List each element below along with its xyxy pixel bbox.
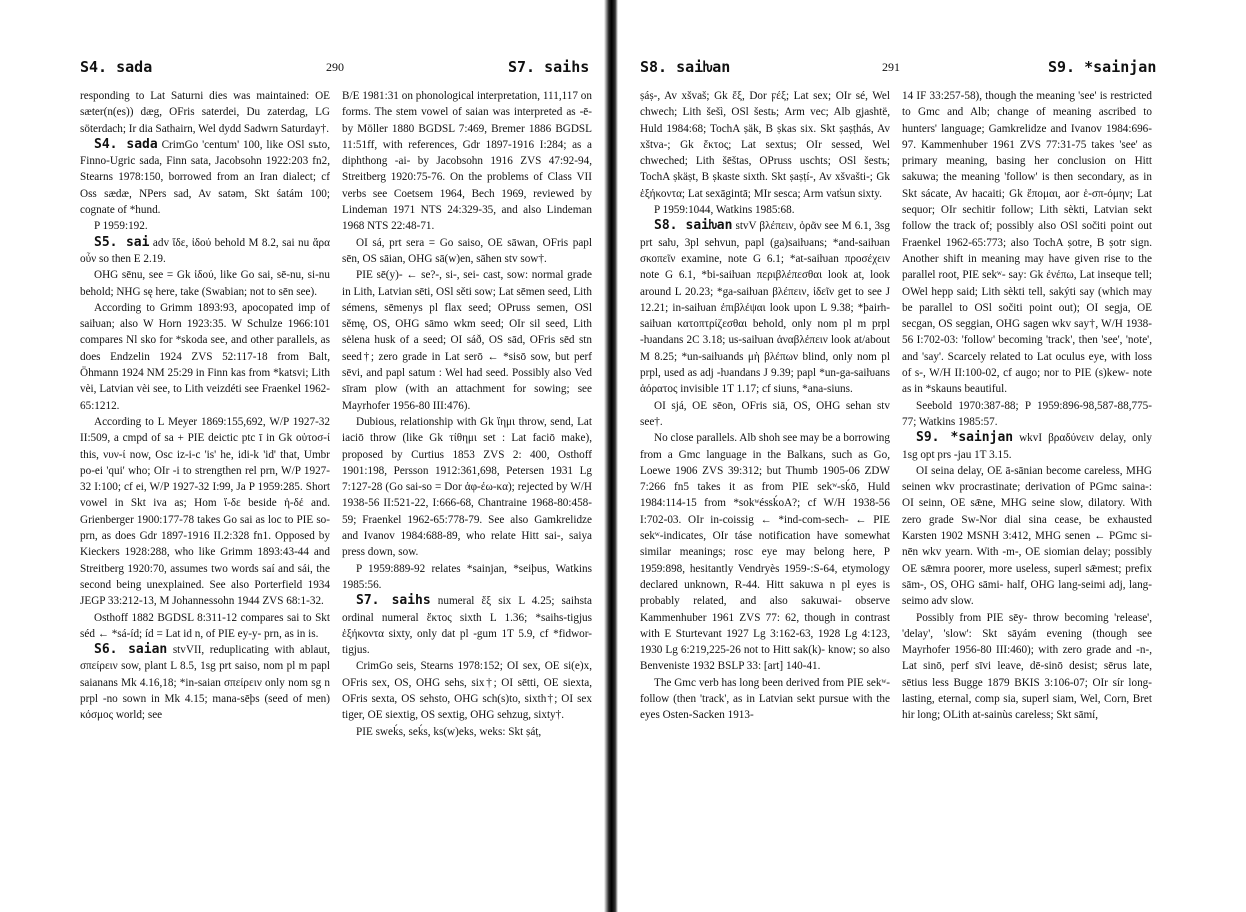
text-paragraph <box>902 88 1152 398</box>
entry-headword: S8. saiƕan <box>654 218 733 234</box>
paragraph-text: Dubious, relationship with Gk ἵημι throw, send, Lat iaciō throw (like Gk τίθημι set : Lat faciō make), proposed by Curtius 1853 ZVS 2: 400, Osthoff 1901:198, Persson 1912:361,698, Petersen 1931 Lg 7:127-28 (Go sai-so = Dor ἀφ-έω-κα); rejected by W/H 1938-56 II:521-22, I:666-68, Chantraine 1968-80:458-59; Fraenkel 1962-65:778-79. See also Gamkrelidze and Ivanov 1984:688-89, who relate Hitt sai-, saiya press down, sow. <box>342 415 592 559</box>
entry-paragraph <box>902 430 1152 463</box>
text-paragraph <box>640 202 890 218</box>
paragraph-text: adv ἴδε, ἰδού behold M 8.2, sai nu ἄρα οὖν so then E 2.19. <box>80 236 330 265</box>
paragraph-text: ṣáṣ-, Av xšvaš; Gk ἕξ, Dor ϝέξ; Lat sex; OIr sé, Wel chwech; Lith šešì, OSl šestь; Arm vec; Alb gjashtë, Huld 1984:68; TochA ṣäk, B ṣkas six. Skt ṣaṣṭhás, Av xštva-; Gk ἕκτος; Lat sextus; OIr sessed, Wel chweched; Lith šēštas, OPruss uschts; OSl šestъ; TochA ṣkäṣt, B ṣkaste sixth. Skt ṣaṣṭí-, Av xšvašti-; Gk ἑξήκοντα; Lat sexāgintā; MIr sesca; Arm vat̕sun sixty. <box>640 90 890 200</box>
paragraph-text: OI sá, prt sera = Go saiso, OE sāwan, OFris papl sēn, OS sāian, OHG sā(w)en, sāhen stv sow†. <box>342 236 592 265</box>
text-paragraph <box>342 235 592 268</box>
text-paragraph <box>640 88 890 202</box>
entry-paragraph <box>342 593 592 658</box>
paragraph-text: OHG sēnu, see = Gk ἰδού, like Go sai, sē-nu, si-nu behold; NHG sę here, take (Swabian; not to sēn see). <box>80 269 330 298</box>
paragraph-text: The Gmc verb has long been derived from PIE sekʷ- follow (then 'track', as in Latvian sekt pursue with the eyes Osten-Sacken 1913- <box>640 676 890 722</box>
paragraph-text: stvVII, reduplicating with ablaut, σπείρειν sow, plant L 8.5, 1sg prt saiso, nom pl m papl saianans Mk 4.16,18; *in-saian σπείρειν only nom sg n prpl -no sown in Mk 4.15; mana-sēþs (seed of men) κόσμος world; see <box>80 644 330 722</box>
page-number: 291 <box>882 60 900 74</box>
text-paragraph <box>640 398 890 431</box>
text-column-1 <box>640 88 890 903</box>
paragraph-text: No close parallels. Alb shoh see may be a borrowing from a Gmc language in the Balkans, such as Go, Loewe 1906 ZVS 39:312; but Thumb 1905-06 ZDW 7:266 fn5 takes it as from PIE sekʷ-sḱō, Huld 1984:114-15 from *sokʷéssḱoA?; cf W/H 1938-56 I:702-03. OIr in-coissig ← *ind-com-sech- ← PIE sekʷ-indicates, OIr táse notification have somewhat similar meanings; rosc eye may belong here, P 1959:898, hesitantly Vendryès 1959-:S-64, etymology declared unknown, R-44. Hitt sakuwa n pl eyes is probably related, and also sakuwai- observe Kammenhuber 1961 ZVS 77: 62, though in contrast with E Sturtevant 1927 Lg 3:162-63, 1928 Lg 4:123, 1930 Lg 6:219,225-26 not to Hitt sak(k)- know; so also Benveniste 1932 BSLP 33: [art] 140-41. <box>640 432 890 673</box>
running-head-left: S8. saiƕan <box>640 58 731 76</box>
entry-paragraph <box>80 642 330 723</box>
paragraph-text: OI seina delay, OE ā-sānian become careless, MHG seinen wkv procrastinate; derivation of PGmc saina-: OI seinn, OE sǣne, MHG seine slow, dilatory. With zero grade Sw-Nor dial sina cease, be exhausted Karsten 1902 MSNH 3:412, MHG senen ← PGmc si-nēn wkv yearn. With -m-, OE siomian delay; possibly OE sǣmra poorer, more useless, superl sǣmest; prefix sām-, OS, OHG sāmi- half, OHG lang-seimi adj, lang-seimo adv slow. <box>902 464 1152 608</box>
paragraph-text: PIE sē(y)- ← se?-, si-, sei- cast, sow: normal grade in Lith, Latvian sēti, OSl sěti sow; Lat sēmen seed, Lith sémens, sēmenys pl flax seed; OPruss semen, OSl sěmę, OS, OHG sāmo wkm seed; OIr sil seed, Lith sėlena husk of a seed; OI sáð, OS sād, OFris sēd stn seed†; zero grade in Lat serō ← *sisō sow, but perf sēvi, and papl satum : Wel had seed. Possibly also Ved sīram plow (with an attachment for sowing; see Mayrhofer 1956-80 III:476). <box>342 269 592 412</box>
paragraph-text: According to Grimm 1893:93, apocopated imp of saiƕan; also W Horn 1923:35. W Schulze 1966:101 compares Nl sko for *skoda see, and other parallels, as does Endzelin 1924 ZVS 52:117-18 from Balt, Öhmann 1924 NM 25:29 in Finn kas from *katsvi; Lith vèi, Latvian vèi see, to Lith veizdéti see Fraenkel 1962-65:1212. <box>80 301 330 412</box>
text-paragraph <box>902 398 1152 431</box>
text-column-2 <box>342 88 592 903</box>
text-paragraph <box>342 88 592 235</box>
running-head-right: S7. saihs <box>508 58 590 76</box>
paragraph-text: wkvI βραδύνειν delay, only 1sg opt prs -jau 1T 3.15. <box>902 432 1152 461</box>
text-paragraph <box>342 658 592 723</box>
entry-headword: S4. sada <box>94 136 158 152</box>
text-paragraph <box>80 218 330 234</box>
text-paragraph <box>640 430 890 674</box>
entry-headword: S7. saihs <box>356 593 431 609</box>
text-paragraph <box>342 561 592 594</box>
entry-headword: S5. sai <box>94 234 150 250</box>
paragraph-text: CrimGo 'centum' 100, like OSl sъto, Finno-Ugric sada, Finn sata, Jacobsohn 1922:203 fn2, Stearns 1978:150, borrowed from an Iran dialect; cf Oss sædæ, NPers sad, Av satəm, Skt śatám 100; cognate of *hund. <box>80 138 330 217</box>
running-head-right: S9. *sainjan <box>1048 58 1157 76</box>
text-paragraph <box>80 610 330 643</box>
paragraph-text: stvV βλέπειν, ὁρᾶν see M 6.1, 3sg prt saƕ, 3pl sehvun, papl (ga)saiƕans; *and-saiƕan σκοπεῖν examine, note G 6.1; *at-saiƕan προσέχειν note G 6.1, *bi-saiƕan περιβλέπεσθαι look at, look around L 20.23; *ga-saiƕan βλέπειν, ἰδεῖν get to see J 12.21; in-saiƕan ἐπιβλέψαι look upon L 9.38; *þairh-saiƕan κατοπτρίζεσθαι behold, only nom pl m prpl -ƕandans 2C 3.18; us-saiƕan ἀναβλέπειν look at/about M 8.25; *un-saiƕands μὴ βλέπων blind, only nom pl prpl, used as adj -ƕandans J 9.39; papl *un-ga-saiƕans ἀόρατος invisible 1T 1.17; cf siuns, *ana-siuns. <box>640 220 890 396</box>
entry-headword: S9. *sainjan <box>916 430 1014 446</box>
paragraph-text: According to L Meyer 1869:155,692, W/P 1927-32 II:509, a cmpd of sa + PIE deictic ptc ī in Gk οὑτοσ-ί this, νυν-ί now, Osc iz-i-c 'is' he, idi-k 'id' that, Umbr po-ei 'qui' who; OIr -i to strengthen rel prn, W/P 1927-32 I:100; cf ei, W/P 1927-32 I:99, Ja P 1959:285. Short vowel in Skt iva as; Hom ἴ-δε beside ἠ-δέ and. Grienberger 1900:177-78 takes Go sai as loc to PIE so- prn, as does Gdr 1897-1916 II.2:328 fn1. Opposed by Kieckers 1928:288, who like Grimm 1893:43-44 and Streitberg 1920:70, assumes two words saí and sái, the second being unexplained. See also Porterfield 1934 JEGP 33:212-13, M Johannessohn 1944 ZVS 68:1-32. <box>80 415 330 608</box>
paragraph-text: P 1959:889-92 relates *sainjan, *seiþus, Watkins 1985:56. <box>342 562 592 591</box>
left-page <box>0 0 606 912</box>
text-paragraph <box>80 300 330 414</box>
text-paragraph <box>80 88 330 137</box>
text-paragraph <box>342 724 592 740</box>
paragraph-text: P 1959:192. <box>94 220 148 233</box>
paragraph-text: B/E 1981:31 on phonological interpretation, 111,117 on forms. The stem vowel of saian was interpreted as -ē- by Möller 1880 BGDSL 7:469, Bremer 1886 BGDSL 11:51ff, with references, Gdr 1897-1916 I:284; as a diphthong -ai- by Jacobsohn 1916 ZVS 47:92-94, Streitberg 1920:75-76. On the problems of Class VII verbs see Coetsem 1964, Bech 1969, reviewed by Lindeman 1971 NTS 24:329-35, and also Lindeman 1968 NTS 22:48-71. <box>342 90 592 233</box>
paragraph-text: responding to Lat Saturni dies was maintained: OE sæter(n(es)) dæg, OFris saterdei, Du zaterdag, LG söterdach; Ir dia Sathairn, Wel dydd Sadwrn Saturday†. <box>80 90 330 135</box>
paragraph-text: Osthoff 1882 BGDSL 8:311-12 compares sai to Skt séd ← *sá-íd; íd = Lat id n, of PIE ey-y- prn, as in is. <box>80 611 330 640</box>
paragraph-text: numeral ἕξ six L 4.25; saihsta ordinal numeral ἕκτος sixth L 1.36; *saihs-tigjus ἑξήκοντα sixty, only dat pl -gum 1T 5.9, cf *fidwor-tigjus. <box>342 595 592 657</box>
entry-headword: S6. saian <box>94 642 168 658</box>
running-head-left: S4. sada <box>80 58 153 76</box>
text-paragraph <box>902 463 1152 610</box>
text-column-1 <box>80 88 330 903</box>
paragraph-text: Seebold 1970:387-88; P 1959:896-98,587-88,775-77; Watkins 1985:57. <box>902 399 1152 428</box>
entry-paragraph <box>80 137 330 218</box>
right-page <box>618 0 1246 912</box>
paragraph-text: PIE sweḱs, seḱs, ks(w)eks, weks: Skt ṣáṭ, <box>356 725 542 738</box>
paragraph-text: OI sjá, OE sēon, OFris siā, OS, OHG sehan stv see†. <box>640 399 890 428</box>
paragraph-text: 14 IF 33:257-58), though the meaning 'see' is restricted to Gmc and Alb; change of meaning ascribed to hunters' language; Gamkrelidze and Ivanov 1984:696-97. Kammenhuber 1961 ZVS 77:31-75 takes 'see' as primary meaning, basing her conclusion on Hitt sakuwa; the meaning 'follow' is then secondary, as in Skt sácate, Av hacaiti; Gk ἕπομαι, aor ἑ-σπ-όμην; Lat sequor; OIr sechitir follow; Lith sèkti, Latvian sekt follow the track of; possibly also OSl sočiti point out Fraenkel 1962-65:773; also TochA ṣotre, B ṣotr sign. Another shift in meaning may have given rise to the parallel root, PIE sekʷ- say: Gk ἐνέπω, Lat insequе tell; OWel hepp said; Lith sèkti tell, sakýti say (which may be parallel to OSl sočiti point out); OI segja, OE secgan, OS seggian, OHG sagen wkv say†, W/H 1938-56 I:702-03: 'follow' becoming 'track', then 'see', 'note', and 'say'. Scarcely related to Lat oculus eye, with loss of s-, W/H II:100-02, cf augo; nor to PIE (s)kew- note as in *skauns beautiful. <box>902 90 1152 396</box>
text-paragraph <box>342 267 592 414</box>
text-column-2 <box>902 88 1152 903</box>
text-paragraph <box>80 267 330 300</box>
text-paragraph <box>80 414 330 610</box>
entry-paragraph <box>80 235 330 268</box>
text-paragraph <box>342 414 592 561</box>
text-paragraph <box>640 675 890 724</box>
text-paragraph <box>902 610 1152 724</box>
entry-paragraph <box>640 218 890 397</box>
book-spine <box>604 0 618 912</box>
paragraph-text: CrimGo seis, Stearns 1978:152; OI sex, OE si(e)x, OFris sex, OS, OHG sehs, six†; OI sētti, OE siexta, OFris sexta, OS sehsto, OHG sch(s)to, sixth†; OI sex tiger, OE siextig, OS sextig, OHG sehzug, sixty†. <box>342 660 592 722</box>
paragraph-text: P 1959:1044, Watkins 1985:68. <box>654 204 795 217</box>
page-number: 290 <box>326 60 344 74</box>
paragraph-text: Possibly from PIE sēy- throw becoming 'release', 'delay', 'slow': Skt sāyám evening (though see Mayrhofer 1956-80 III:460); with zero grade and -n-, Lat sinō, perf sīvi leave, dē-sinō desist; sērus late, sētius less Bugge 1879 BKIS 3:106-07; OIr sír long-lasting, eternal, comp sia, superl siam, Wel, Corn, Bret hir long; OLith at-sainùs careless; Skt sāmí, <box>902 611 1152 722</box>
